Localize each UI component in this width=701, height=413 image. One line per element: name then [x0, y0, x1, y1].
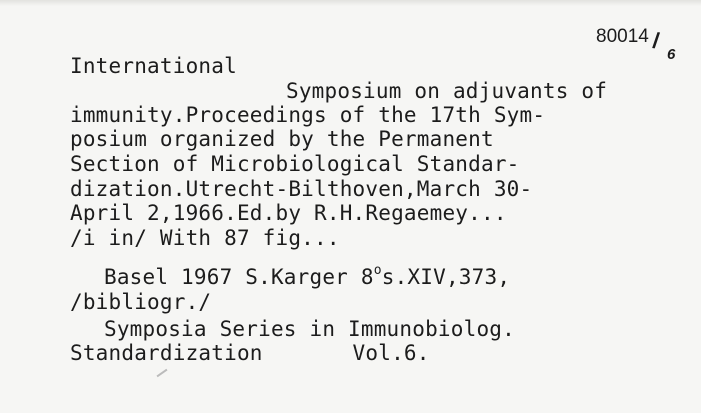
- imprint-pre: Basel 1967 S.Karger 8: [104, 265, 374, 289]
- pencil-mark: [157, 369, 168, 378]
- imprint-post: s.XIV,373,: [381, 265, 511, 289]
- title-line-6: April 2,1966.Ed.by R.H.Regaemey...: [70, 201, 507, 225]
- title-line-5: dization.Utrecht-Bilthoven,March 30-: [70, 177, 533, 201]
- title-line-3: posium organized by the Permanent: [70, 127, 494, 151]
- catalog-fraction-slash: /: [651, 27, 661, 54]
- title-line-2: immunity.Proceedings of the 17th Sym-: [70, 103, 546, 127]
- series-line-2: Standardization Vol.6.: [70, 341, 430, 365]
- title-line-7: /i in/ With 87 fig...: [70, 226, 340, 250]
- entry-heading: International: [70, 54, 237, 78]
- title-line-1: Symposium on adjuvants of: [286, 79, 608, 103]
- imprint-line-1: [104, 263, 511, 289]
- catalog-number: 80014: [596, 26, 649, 47]
- title-line-4: Section of Microbiological Standar-: [70, 152, 520, 176]
- imprint-line-2: /bibliogr./: [70, 290, 212, 314]
- catalog-fraction-sub: 6: [667, 46, 676, 63]
- card-top-edge: [0, 0, 701, 6]
- imprint-sup: o: [373, 263, 382, 278]
- series-line-1: Symposia Series in Immunobiolog.: [104, 317, 515, 341]
